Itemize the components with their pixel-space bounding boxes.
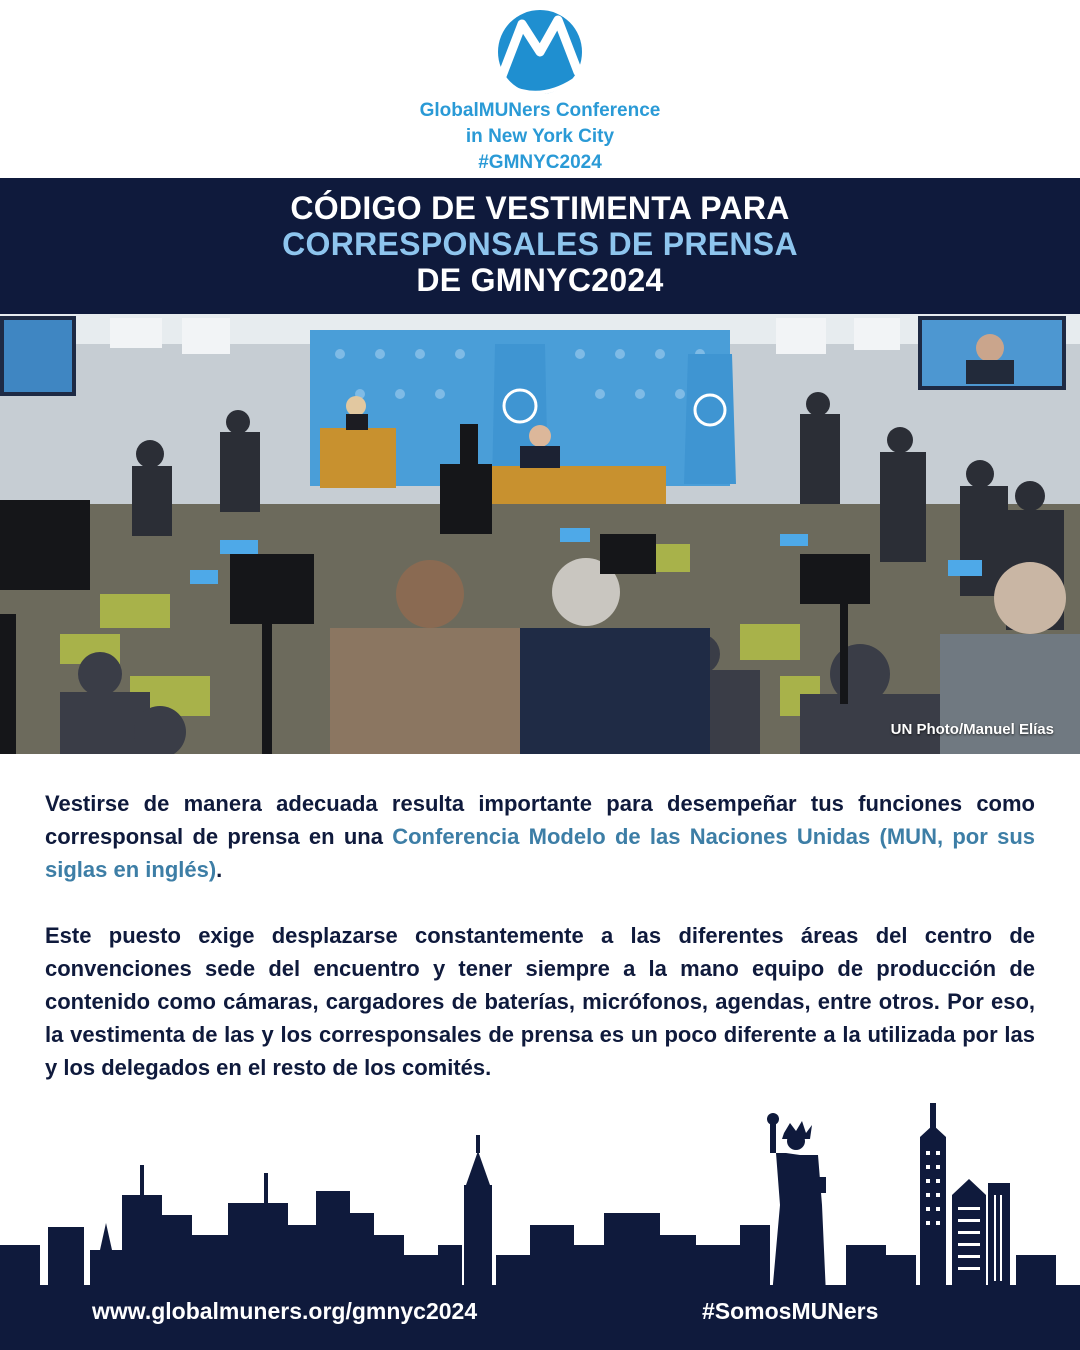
title-line-1: CÓDIGO DE VESTIMENTA PARA [290, 190, 790, 226]
footer-hashtag: #SomosMUNers [702, 1298, 879, 1324]
title-line-2: CORRESPONSALES DE PRENSA [282, 226, 798, 262]
website-link[interactable]: www.globalmuners.org/gmnyc2024 [92, 1298, 478, 1324]
conference-name: GlobalMUNers Conference [419, 100, 661, 121]
header [0, 0, 1080, 178]
conference-hashtag: #GMNYC2024 [478, 152, 602, 173]
paragraph-1 [45, 787, 1035, 886]
mun-conference-highlight: Conferencia Modelo de las Naciones Unidas (MUN, por sus siglas en inglés) [45, 824, 1036, 882]
title-banner [0, 178, 1080, 314]
press-conference-illustration [0, 314, 1080, 754]
globalmuners-logo-icon [488, 6, 592, 98]
conference-location: in New York City [465, 126, 615, 147]
photo-credit: UN Photo/Manuel Elías [890, 721, 1054, 738]
paragraph-1-text-b: . [216, 857, 223, 882]
paragraph-1-text-a: Vestirse de manera adecuada resulta importante para desempeñar tus funciones como corresponsal de prensa en una [45, 791, 1035, 849]
paragraph-2: Este puesto exige desplazarse constantemente a las diferentes áreas del centro de convenciones sede del encuentro y tener siempre a la mano equipo de producción de contenido como cámaras, cargadores de baterías, micrófonos, agendas, entre otros. Por eso, la vestimenta de las y los corresponsales de prensa es un poco diferente a la utilizada por las y los delegados en el resto de los comités. [45, 923, 1035, 1080]
press-conference-photo [0, 314, 1080, 754]
title-line-3: DE GMNYC2024 [416, 262, 664, 298]
article-body [45, 787, 1035, 1117]
